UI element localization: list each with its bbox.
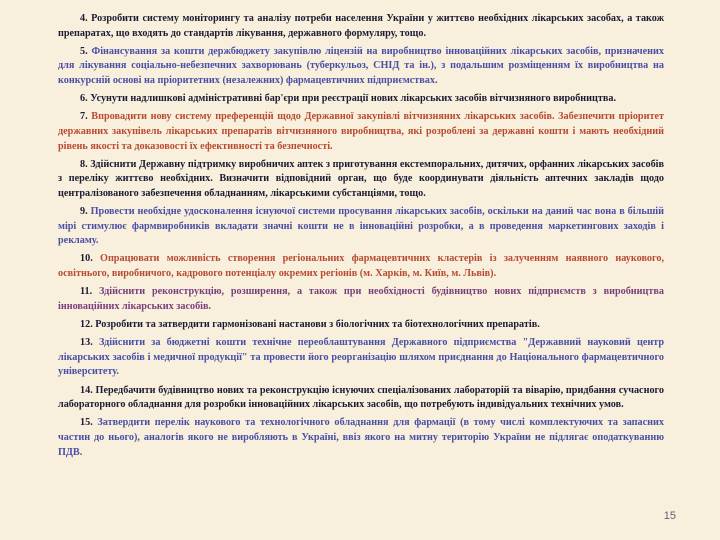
- paragraph-text: Розробити систему моніторингу та аналізу потреби населення України у життєво необхідних лікарських засобах, а також препаратах, що входять до стандартів лікування, державного формуляру, тощо.: [58, 13, 664, 39]
- paragraph-text: Передбачити будівництво нових та реконструкцію існуючих спеціалізованих лабораторій та віварію, придбання сучасного лабораторного обладнання для розробки інноваційних лікарських засобів, що потребують індивідуальних технічних умов.: [58, 384, 664, 411]
- paragraph-6: [58, 92, 664, 107]
- paragraph-14: [58, 384, 664, 413]
- paragraph-number: 4.: [80, 13, 88, 24]
- paragraph-7: [58, 110, 664, 154]
- paragraph-9: [58, 205, 664, 249]
- paragraph-5: [58, 45, 664, 89]
- paragraph-number: 14.: [80, 384, 93, 396]
- page-number: 15: [663, 510, 676, 522]
- paragraph-number: 9.: [80, 206, 88, 218]
- paragraph-text: Опрацювати можливість створення регіональних фармацевтичних кластерів із залученням наявного наукового, освітнього, виробничого, кадрового потенціалу окремих регіонів (м. Харків, м. Київ, м. Львів).: [58, 253, 664, 280]
- paragraph-number: 6.: [80, 93, 88, 105]
- paragraph-4: [58, 12, 664, 41]
- paragraph-number: 15.: [80, 417, 93, 429]
- paragraph-11: [58, 285, 664, 314]
- paragraph-text: Розробити та затвердити гармонізовані настанови з біологічних та біотехнологічних препаратів.: [95, 319, 540, 331]
- paragraph-number: 5.: [80, 45, 88, 57]
- paragraph-text: Фінансування за кошти держбюджету закупівлю ліцензій на виробництво інноваційних лікарських засобів, призначених для лікування соціально-небезпечних захворювань (туберкульоз, СНІД та ін.), з подальшим розміщенням їх виробництва на конкурсній основі на пріоритетних (незалежних) фармацевтичних підприємствах.: [58, 45, 664, 86]
- paragraph-number: 13.: [80, 337, 93, 349]
- paragraph-8: [58, 158, 664, 202]
- paragraph-12: [58, 318, 664, 333]
- paragraph-text: Затвердити перелік наукового та технологічного обладнання для фармації (в тому числі комплектуючих та запасних частин до нього), аналогів якого не виробляють в Україні, ввіз якого на митну територію України не підлягає оподаткуванню ПДВ.: [58, 417, 665, 458]
- document-body: [58, 12, 664, 464]
- paragraph-text: Здійснити реконструкцію, розширення, а також при необхідності будівництво нових підприємств з виробництва інноваційних лікарських засобів.: [58, 286, 665, 312]
- paragraph-text: Здійснити за бюджетні кошти технічне переоблаштування Державного підприємства "Державний науковий центр лікарських засобів і медичної продукції" та провести його реорганізацію шляхом приєднання до Національного фармацевтичного університету.: [58, 337, 665, 378]
- paragraph-text: Провести необхідне удосконалення існуючої системи просування лікарських засобів, оскільки на даний час вона в більшій мірі стимулює фармвиробників вкладати значні кошти не в інноваційні розробки, а в проведення маркетингових заходів і рекламу.: [58, 206, 665, 247]
- paragraph-number: 8.: [80, 158, 88, 170]
- paragraph-15: [58, 416, 664, 460]
- paragraph-number: 12.: [80, 319, 93, 331]
- paragraph-text: Усунути надлишкові адміністративні бар'єри при реєстрації нових лікарських засобів вітчизняного виробництва.: [90, 93, 617, 105]
- paragraph-text: Здійснити Державну підтримку виробничих аптек з приготування екстемпоральних, дитячих, орфанних лікарських засобів з переліку життєво необхідних. Визначити відповідний орган, що буде координувати діяльність аптечних закладів щодо централізованого забезпечення обладнанням, лікарськими субстанціями, тощо.: [58, 158, 664, 199]
- paragraph-10: [58, 252, 664, 281]
- paragraph-13: [58, 336, 664, 380]
- paragraph-number: 7.: [80, 111, 88, 123]
- paragraph-number: 10.: [80, 253, 93, 265]
- paragraph-text: Впровадити нову систему преференцій щодо Державної закупівлі вітчизняних лікарських засобів. Забезпечити пріоритет державних закупівель лікарських препаратів вітчизняного виробництва, які розроблені за державні кошти і мають необхідний рівень якості та доказовості їх ефективності та безпечності.: [58, 111, 665, 152]
- paragraph-number: 11.: [80, 286, 93, 298]
